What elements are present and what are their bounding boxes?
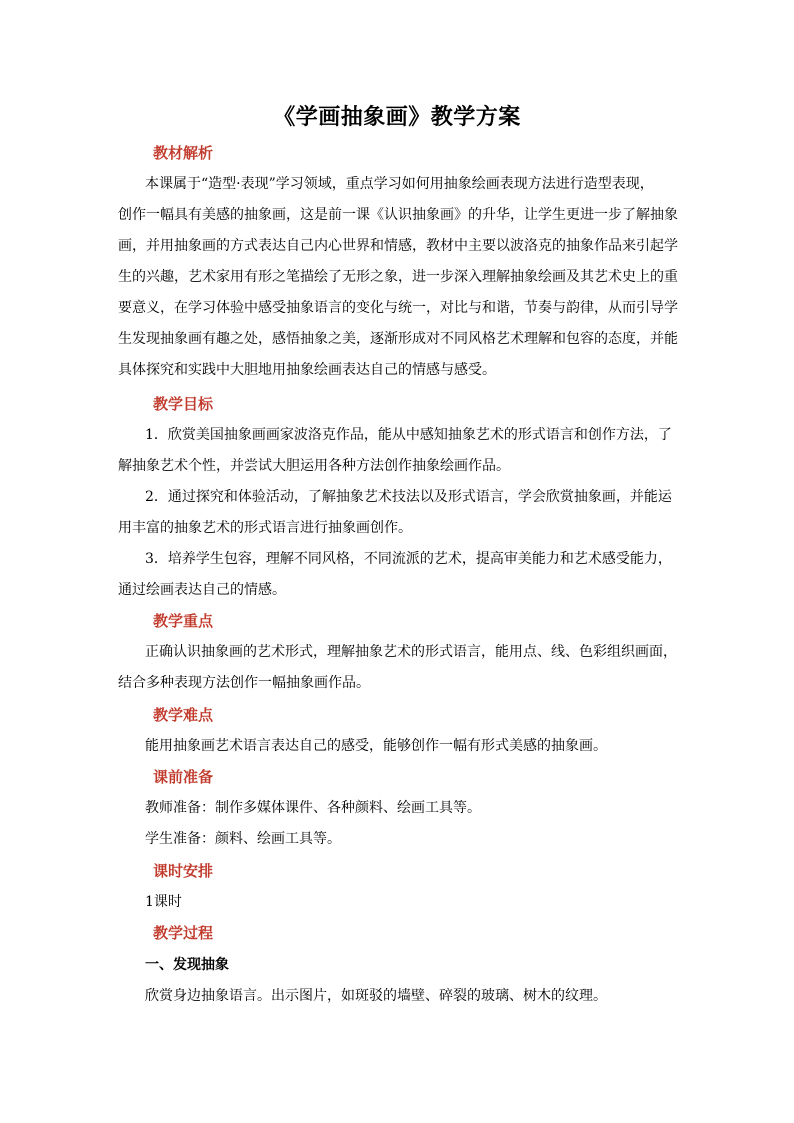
goals-line: 3．培养学生包容，理解不同风格，不同流派的艺术，提高审美能力和艺术感受能力， [145, 551, 672, 567]
analysis-line: 具体探究和实践中大胆地用抽象绘画表达自己的情感与感受。 [118, 362, 496, 378]
heading-key-points: 教学重点 [153, 612, 214, 630]
goals-line: 2．通过探究和体验活动，了解抽象艺术技法以及形式语言，学会欣赏抽象画，并能运 [145, 489, 672, 505]
goals-line: 用丰富的抽象艺术的形式语言进行抽象画创作。 [118, 520, 412, 536]
key-points-line: 正确认识抽象画的艺术形式，理解抽象艺术的形式语言，能用点、线、色彩组织画面， [145, 644, 677, 660]
heading-schedule: 课时安排 [153, 862, 214, 880]
heading-preparation: 课前准备 [153, 768, 214, 786]
key-points-line: 结合多种表现方法创作一幅抽象画作品。 [118, 675, 370, 691]
heading-goals: 教学目标 [153, 395, 214, 413]
process-line: 欣赏身边抽象语言。出示图片，如斑驳的墙壁、碎裂的玻璃、树木的纹理。 [145, 988, 607, 1004]
goals-line: 通过绘画表达自己的情感。 [118, 582, 286, 598]
preparation-line: 教师准备：制作多媒体课件、各种颜料、绘画工具等。 [145, 800, 481, 816]
goals-line: 1．欣赏美国抽象画画家波洛克作品，能从中感知抽象艺术的形式语言和创作方法，了 [145, 427, 672, 443]
analysis-line: 生的兴趣，艺术家用有形之笔描绘了无形之象，进一步深入理解抽象绘画及其艺术史上的重 [118, 269, 678, 285]
schedule-line: 1课时 [145, 894, 182, 910]
heading-analysis: 教材解析 [153, 144, 214, 162]
analysis-line: 生发现抽象画有趣之处，感悟抽象之美，逐渐形成对不同风格艺术理解和包容的态度，并能 [118, 331, 678, 347]
analysis-line: 画，并用抽象画的方式表达自己内心世界和情感，教材中主要以波洛克的抽象作品来引起学 [118, 238, 678, 254]
preparation-line: 学生准备：颜料、绘画工具等。 [145, 831, 341, 847]
heading-difficulties: 教学难点 [153, 706, 214, 724]
analysis-line: 要意义，在学习体验中感受抽象语言的变化与统一，对比与和谐，节奏与韵律，从而引导学 [118, 300, 678, 316]
analysis-line: 本课属于“造型·表现”学习领域，重点学习如何用抽象绘画表现方法进行造型表现， [145, 176, 654, 192]
analysis-line: 创作一幅具有美感的抽象画，这是前一课《认识抽象画》的升华，让学生更进一步了解抽象 [118, 207, 678, 223]
goals-line: 解抽象艺术个性，并尝试大胆运用各种方法创作抽象绘画作品。 [118, 458, 510, 474]
heading-process: 教学过程 [153, 924, 214, 942]
process-subheading: 一、发现抽象 [145, 957, 229, 973]
difficulties-line: 能用抽象画艺术语言表达自己的感受，能够创作一幅有形式美感的抽象画。 [145, 738, 607, 754]
document-title: 《学画抽象画》教学方案 [273, 104, 521, 130]
